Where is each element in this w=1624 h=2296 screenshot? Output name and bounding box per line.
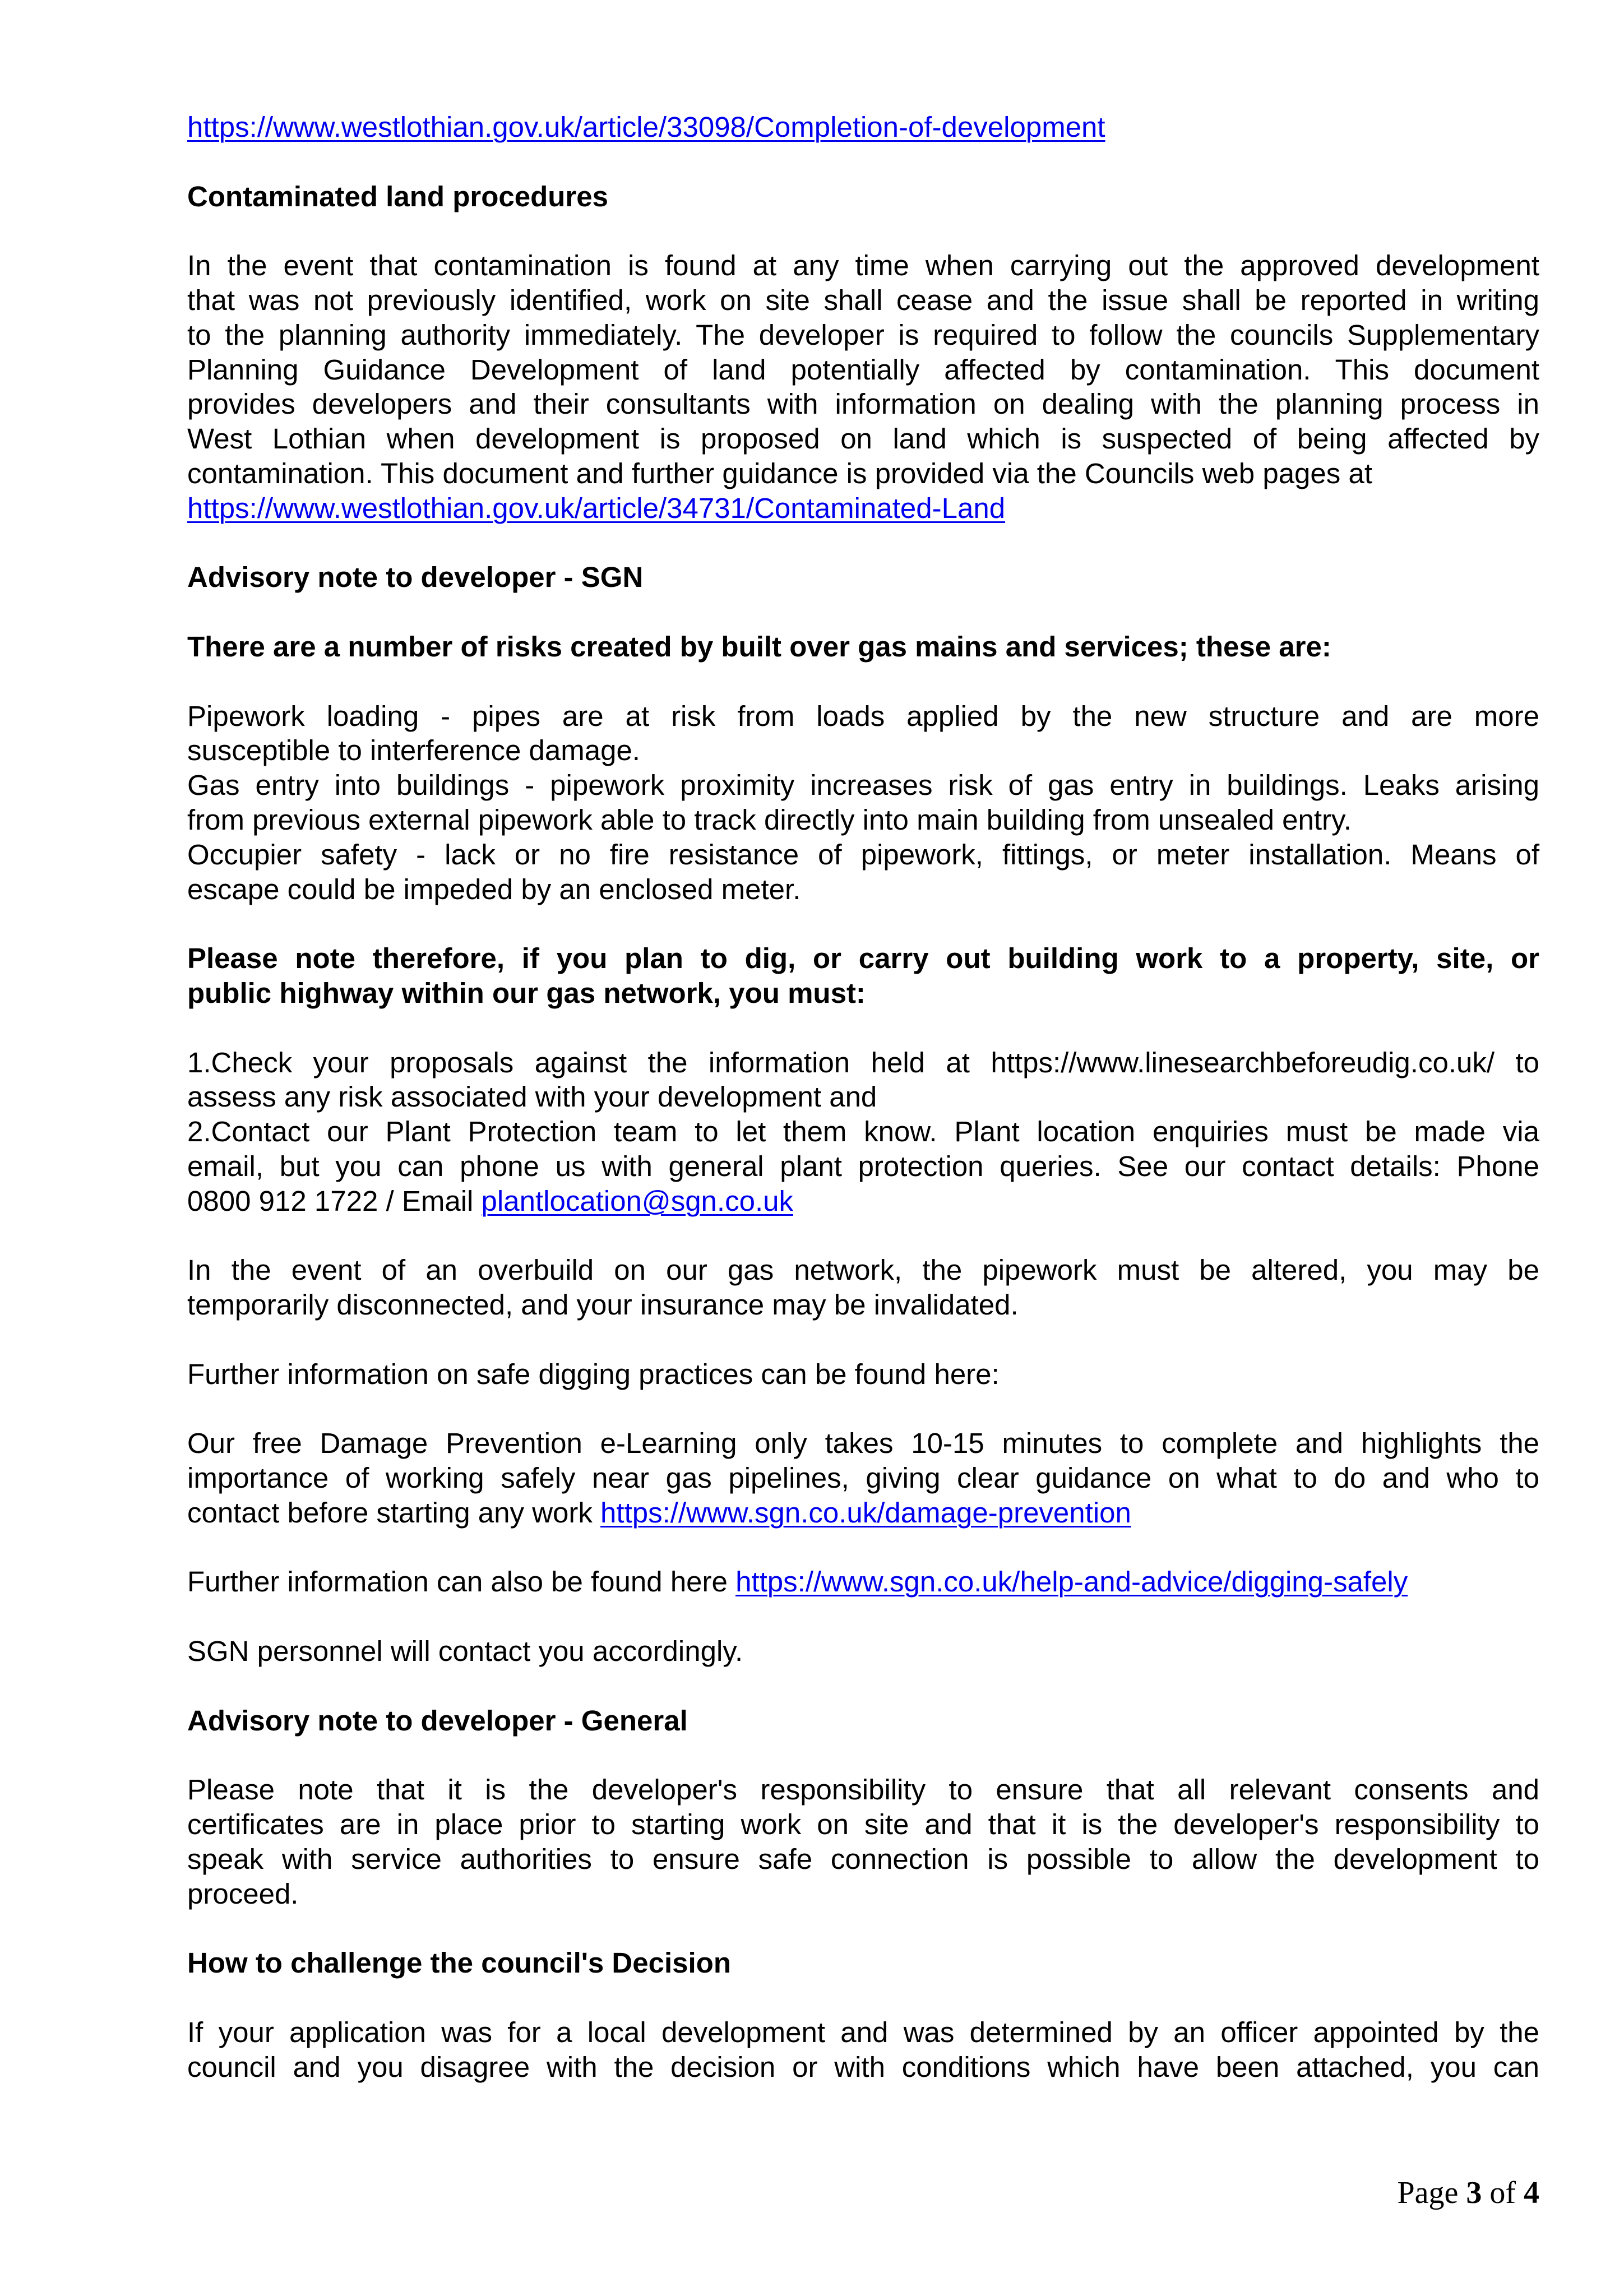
contaminated-link-line (187, 491, 1539, 526)
total-page-number: 4 (1524, 2175, 1539, 2210)
contaminated-line: provides developers and their consultants with information on dealing with the planning process in (187, 388, 1539, 420)
phone-text: 0800 912 1722 / Email (187, 1184, 482, 1217)
plantlocation-email-link[interactable]: plantlocation@sgn.co.uk (481, 1184, 793, 1217)
general-line: Please note that it is the developer's responsibility to ensure that all relevant consents and (187, 1774, 1539, 1806)
steps-line: 1.Check your proposals against the information held at https://www.linesearchbeforeudig.co.uk/ to (187, 1046, 1539, 1078)
sgn-overbuild-paragraph (187, 1253, 1539, 1322)
general-paragraph (187, 1772, 1539, 1911)
overbuild-line: In the event of an overbuild on our gas network, the pipework must be altered, you may be (187, 1254, 1539, 1286)
contaminated-land-paragraph (187, 248, 1539, 525)
sgn-further-also-paragraph (187, 1564, 1539, 1599)
contaminated-line: Planning Guidance Development of land potentially affected by contamination. This document (187, 353, 1539, 386)
general-heading: Advisory note to developer - General (187, 1704, 688, 1737)
completion-development-link[interactable]: https://www.westlothian.gov.uk/article/33098/Completion-of-development (187, 111, 1105, 143)
contaminated-line: to the planning authority immediately. The developer is required to follow the councils Supplementary (187, 318, 1539, 351)
contaminated-line: that was not previously identified, work on site shall cease and the issue shall be reported in writing (187, 284, 1539, 316)
risk-line: Occupier safety - lack or no fire resistance of pipework, fittings, or meter installation. Means of (187, 838, 1539, 871)
risk-line: from previous external pipework able to track directly into main building from unsealed entry. (187, 803, 1352, 836)
general-line: speak with service authorities to ensure safe connection is possible to allow the development to (187, 1843, 1539, 1875)
sgn-risks-paragraph (187, 699, 1539, 907)
note-heading-line: public highway within our gas network, you must: (187, 976, 866, 1009)
general-line: proceed. (187, 1877, 299, 1910)
overbuild-line: temporarily disconnected, and your insurance may be invalidated. (187, 1289, 1019, 1321)
elearning-link-line (187, 1496, 1539, 1530)
document-page (187, 110, 1539, 2119)
risk-line: susceptible to interference damage. (187, 734, 640, 767)
page-word: Page (1397, 2175, 1466, 2210)
challenge-paragraph (187, 2015, 1539, 2085)
contaminated-line: contamination. This document and further guidance is provided via the Councils web pages at (187, 457, 1372, 489)
completion-link-paragraph (187, 110, 1539, 145)
challenge-heading: How to challenge the council's Decision (187, 1947, 731, 1979)
sgn-personnel-text: SGN personnel will contact you accordingly. (187, 1635, 743, 1668)
sgn-elearning-paragraph (187, 1426, 1539, 1530)
risk-line: Gas entry into buildings - pipework proximity increases risk of gas entry in buildings. Leaks arising (187, 769, 1539, 802)
steps-line: email, but you can phone us with general plant protection queries. See our contact details: Phone (187, 1150, 1539, 1182)
general-line: certificates are in place prior to starting work on site and that it is the developer's responsibility to (187, 1808, 1539, 1841)
of-word: of (1482, 2175, 1524, 2210)
steps-line: assess any risk associated with your development and (187, 1081, 877, 1113)
risk-line: Pipework loading - pipes are at risk from loads applied by the new structure and are more (187, 700, 1539, 732)
sgn-heading: Advisory note to developer - SGN (187, 561, 644, 594)
contaminated-line: In the event that contamination is found at any time when carrying out the approved development (187, 249, 1539, 282)
sgn-note-heading (187, 941, 1539, 1011)
contaminated-land-heading: Contaminated land procedures (187, 180, 608, 212)
elearning-line: Our free Damage Prevention e-Learning only takes 10-15 minutes to complete and highlights the (187, 1427, 1539, 1460)
challenge-line: If your application was for a local development and was determined by an officer appointed by the (187, 2016, 1539, 2048)
steps-line: 2.Contact our Plant Protection team to let them know. Plant location enquiries must be made via (187, 1115, 1539, 1148)
risk-line: escape could be impeded by an enclosed meter. (187, 873, 801, 905)
contaminated-line: West Lothian when development is proposed on land which is suspected of being affected by (187, 423, 1539, 455)
page-number-footer (1397, 2175, 1539, 2211)
digging-safely-link[interactable]: https://www.sgn.co.uk/help-and-advice/digging-safely (735, 1566, 1408, 1598)
sgn-steps-paragraph (187, 1045, 1539, 1219)
elearning-line: importance of working safely near gas pipelines, giving clear guidance on what to do and who to (187, 1462, 1539, 1494)
damage-prevention-link[interactable]: https://www.sgn.co.uk/damage-prevention (600, 1496, 1131, 1529)
sgn-risks-heading: There are a number of risks created by built over gas mains and services; these are: (187, 630, 1331, 663)
further-also-prefix: Further information can also be found here (187, 1566, 736, 1598)
sgn-further-info: Further information on safe digging practices can be found here: (187, 1358, 1000, 1390)
phone-email-line (187, 1184, 1539, 1219)
current-page-number: 3 (1466, 2175, 1482, 2210)
challenge-line: council and you disagree with the decision or with conditions which have been attached, you can (187, 2050, 1539, 2083)
elearning-prefix: contact before starting any work (187, 1496, 601, 1529)
contaminated-land-link[interactable]: https://www.westlothian.gov.uk/article/34731/Contaminated-Land (187, 492, 1006, 524)
note-heading-line: Please note therefore, if you plan to dig, or carry out building work to a property, site, or (187, 942, 1539, 975)
